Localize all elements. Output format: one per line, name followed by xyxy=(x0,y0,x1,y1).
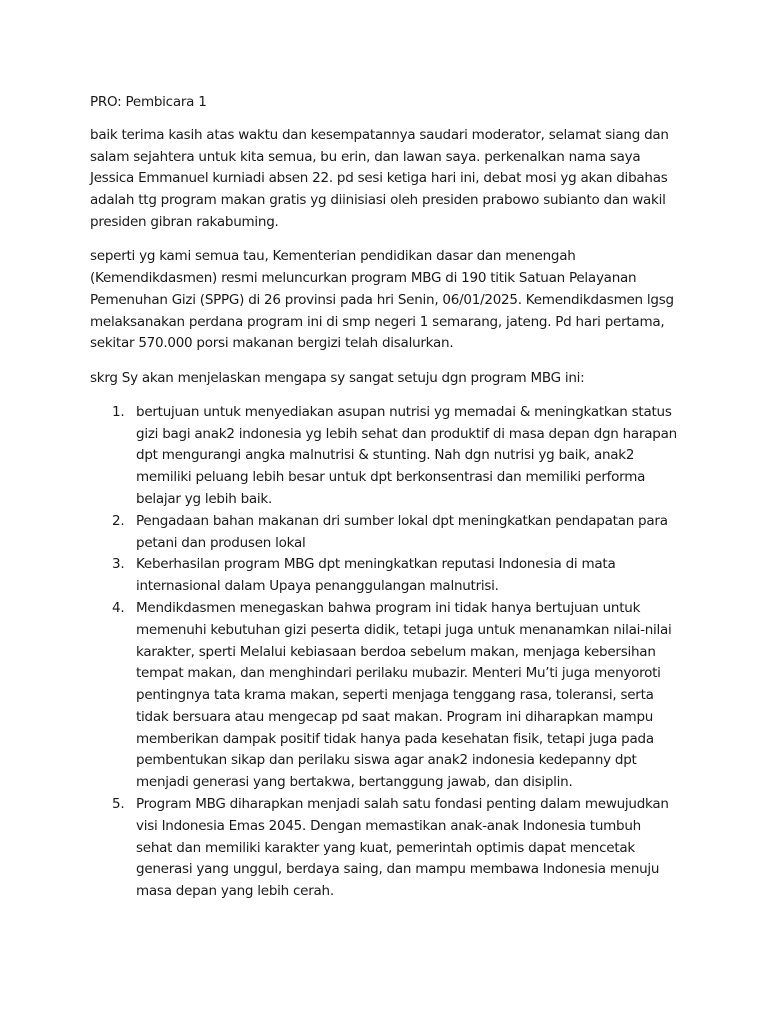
list-item-text: Keberhasilan program MBG dpt meningkatkan reputasi Indonesia di mata internasional dalam Upaya penanggulangan malnutrisi. xyxy=(136,556,616,595)
list-item-number: 4. xyxy=(112,599,125,616)
list-item-number: 5. xyxy=(112,796,125,813)
list-item-text: Pengadaan bahan makanan dri sumber lokal dpt meningkatkan pendapatan para petani dan produsen lokal xyxy=(136,512,668,551)
list-item xyxy=(90,511,680,555)
document-page xyxy=(90,92,680,903)
document-heading: PRO: Pembicara 1 xyxy=(90,94,207,110)
list-item-text: bertujuan untuk menyediakan asupan nutrisi yg memadai & meningkatkan status gizi bagi anak2 indonesia yg lebih sehat dan produktif di masa depan dgn harapan dpt mengurangi angka malnutrisi & stunting. Nah dgn nutrisi yg baik, anak2 memiliki peluang lebih besar untuk dpt berkonsentrasi dan memiliki performa belajar yg lebih baik. xyxy=(136,403,677,507)
background-paragraph: seperti yg kami semua tau, Kementerian pendidikan dasar dan menengah (Kemendikdasmen) resmi meluncurkan program MBG di 190 titik Satuan Pelayanan Pemenuhan Gizi (SPPG) di 26 provinsi pada hri Senin, 06/01/2025. Kemendikdasmen lgsg melaksanakan perdana program ini di smp negeri 1 semarang, jateng. Pd hari pertama, sekitar 570.000 porsi makanan bergizi telah disalurkan. xyxy=(90,248,674,352)
list-item xyxy=(90,598,680,794)
list-item-number: 2. xyxy=(112,512,125,529)
arguments-list xyxy=(90,402,680,903)
list-item-text: Mendikdasmen menegaskan bahwa program ini tidak hanya bertujuan untuk memenuhi kebutuhan gizi peserta didik, tetapi juga untuk menanamkan nilai-nilai karakter, sperti Melalui kebiasaan berdoa sebelum makan, menjaga kebersihan tempat makan, dan menghindari perilaku mubazir. Menteri Mu’ti juga menyoroti pentingnya tata krama makan, seperti menjaga tenggang rasa, toleransi, serta tidak bersuara atau mengecap pd saat makan. Program ini diharapkan mampu memberikan dampak positif tidak hanya pada kesehatan fisik, tetapi juga pada pembentukan sikap dan perilaku siswa agar anak2 indonesia kedepanny dpt menjadi generasi yang bertakwa, bertanggung jawab, dan disiplin. xyxy=(136,599,672,791)
list-item-text: Program MBG diharapkan menjadi salah satu fondasi penting dalam mewujudkan visi Indonesia Emas 2045. Dengan memastikan anak-anak Indonesia tumbuh sehat dan memiliki karakter yang kuat, pemerintah optimis dapat mencetak generasi yang unggul, berdaya saing, dan mampu membawa Indonesia menuju masa depan yang lebih cerah. xyxy=(136,796,669,900)
list-item xyxy=(90,402,680,511)
list-item-number: 1. xyxy=(112,403,125,420)
list-item xyxy=(90,794,680,903)
list-item xyxy=(90,554,680,598)
list-intro-paragraph: skrg Sy akan menjelaskan mengapa sy sangat setuju dgn program MBG ini: xyxy=(90,369,585,386)
intro-paragraph: baik terima kasih atas waktu dan kesempatannya saudari moderator, selamat siang dan salam sejahtera untuk kita semua, bu erin, dan lawan saya. perkenalkan nama saya Jessica Emmanuel kurniadi absen 22. pd sesi ketiga hari ini, debat mosi yg akan dibahas adalah ttg program makan gratis yg diinisiasi oleh presiden prabowo subianto dan wakil presiden gibran rakabuming. xyxy=(90,126,669,230)
list-item-number: 3. xyxy=(112,556,125,573)
